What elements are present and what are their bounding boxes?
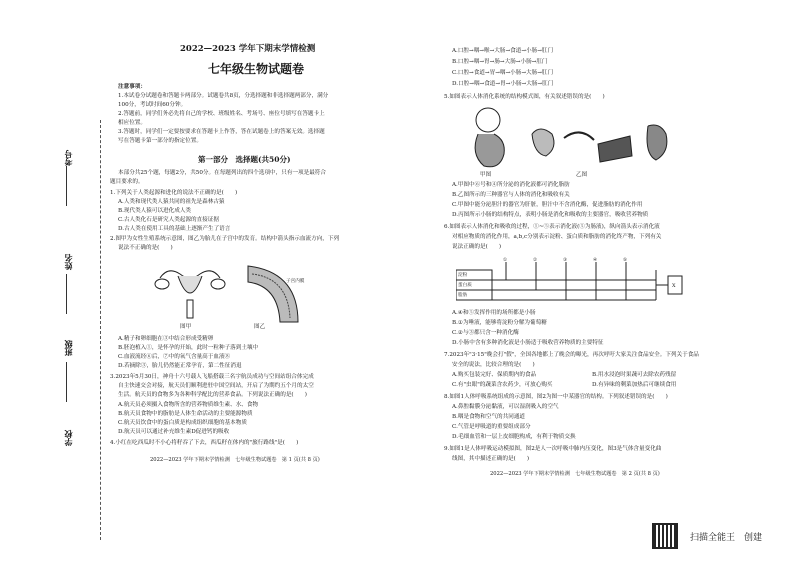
q6-col-label: ⑤ bbox=[623, 258, 628, 263]
q3-stem: 自主快速交会对接，航天员们顺利进驻中国空间站，开启了为期约五个月的太空 bbox=[118, 383, 314, 389]
q3-stem: 生活。航天员的食物多为各种科学配比的营养食品。下列说法正确的是( ) bbox=[118, 392, 307, 398]
exam-no-line bbox=[66, 166, 67, 206]
q2-option: C.血液流经⑥后，⑦中的氧气含量高于血液⑧ bbox=[118, 354, 231, 360]
q9-stem: 线图，其中描述正确的是( ) bbox=[452, 456, 530, 462]
exam-title: 2022—2023 学年下期末学情检测 bbox=[180, 44, 316, 54]
q6-col-label: ③ bbox=[563, 258, 568, 263]
notice-line: 写在答题卡第一部分的指定位置。 bbox=[118, 138, 202, 144]
exam-no-label: 考号 bbox=[63, 150, 73, 166]
q6-option: D.小肠中含有多种消化液是小肠适于吸收营养物质的主要特征 bbox=[452, 340, 604, 346]
q4-option: B.口腔→咽→胃→肠→大肠→小肠→肛门 bbox=[452, 59, 548, 65]
q1-option: C.古人类化石是研究人类起源的直接证据 bbox=[118, 217, 219, 223]
q3-option: D.航天员可以通过补充维生素D促进钙的吸收 bbox=[118, 429, 230, 435]
q6-option: A.④和⑤发挥作用的场所都是小肠 bbox=[452, 310, 536, 316]
watermark: 扫描全能王 创建 bbox=[690, 533, 763, 543]
q6-col-label: ④ bbox=[593, 258, 598, 263]
q3-option: B.航天员食物中的脂肪是人体生命活动的主要能源物质 bbox=[118, 411, 253, 417]
q6-option: B.①为唾液，能够将淀粉分解为葡萄糖 bbox=[452, 320, 547, 326]
qr-code-icon bbox=[652, 523, 678, 549]
q5-option: D.丙图所示小肠的结构特点，表明小肠是消化和吸收的主要器官，吸收营养物质 bbox=[452, 212, 649, 218]
q2-stem: 2.图甲为女性生殖系统示意图，图乙为胎儿在子宫中的发育。结构中箭头指示血流方向，下列 bbox=[110, 236, 340, 242]
q8-option: A.鼻腔黏膜分泌黏液，可以湿润吸入的空气 bbox=[452, 404, 559, 410]
q2-option: B.胚泡植入①，是怀孕的开始，此时一粒种子落到土壤中 bbox=[118, 345, 259, 351]
name-label: 姓名 bbox=[63, 254, 73, 270]
q5-option: C.甲图中能分泌胆汁的器官为肝脏，胆汁中不含消化酶，促进脂肪的消化作用 bbox=[452, 202, 643, 208]
notice-heading: 注意事项： bbox=[118, 84, 146, 90]
q6-col-label: ① bbox=[503, 258, 508, 263]
q6-option: C.②与③都只含一种消化酶 bbox=[452, 330, 519, 336]
q1-stem: 1.下列关于人类起源和进化的说法不正确的是( ) bbox=[110, 190, 238, 196]
class-line bbox=[66, 362, 67, 402]
q7-option: B.用水浸泡时果蔬可去除农药残留 bbox=[592, 372, 677, 378]
q6-stem: 6.如图表示人体消化和吸收的过程，①~⑤表示消化液(⑤为肠液)，纵向箭头表示消化液 bbox=[444, 224, 660, 230]
q1-option: A.人类和现代类人猿共同的祖先是森林古猿 bbox=[118, 199, 225, 205]
right-page bbox=[420, 0, 794, 561]
figure-label-endometrium: 子宫内膜 bbox=[286, 279, 305, 284]
name-line bbox=[66, 274, 67, 314]
q3-option: C.航天员饮食中的蛋白质是构成组织细胞的基本物质 bbox=[118, 420, 247, 426]
q6-col-label: ② bbox=[533, 258, 538, 263]
female-reproductive-figure bbox=[150, 260, 230, 330]
q1-option: D.古人类在使用工具的基础上逐渐产生了语言 bbox=[118, 226, 231, 232]
q8-option: D.毛细血管和一层上皮细胞构成，有利于物质交换 bbox=[452, 434, 576, 440]
q5-option: A.甲图中⑥号和④所分泌的消化液都可消化脂肪 bbox=[452, 182, 570, 188]
q7-stem: 安全的说法，比较合理的是( ) bbox=[452, 362, 535, 368]
q8-stem: 8.如图1人体呼吸系统组成的示意图，图2为图一中某器官的结构。下列叙述错误的是( ) bbox=[444, 394, 668, 400]
q7-stem: 7.2023年"3·15"晚会打"假"，全国各地都上了晚会的曝光，再次呼吁大家关注食品安全。下列关于食品 bbox=[444, 352, 699, 358]
digestion-flow-figure bbox=[456, 256, 696, 306]
notice-line: 100分，考试时间60分钟。 bbox=[118, 102, 187, 108]
q7-option: A.购买包装完好、保质期内的食品 bbox=[452, 372, 537, 378]
q9-stem: 9.如图1是人体呼吸运动模拟图，图2是人一次呼吸中肺内压变化，图3是气体含量变化曲 bbox=[444, 446, 662, 452]
page-footer: 2022—2023 学年下期末学情检测 七年级生物试题卷 第 2 页(共 8 页) bbox=[490, 471, 660, 477]
figure-b-caption: 图乙 bbox=[254, 324, 266, 330]
q6-end-label: X bbox=[672, 283, 676, 289]
q8-option: B.咽是食物和空气的共同通道 bbox=[452, 414, 526, 420]
q5-option: B.乙图所示的三种器官与人体的消化和吸收有关 bbox=[452, 192, 570, 198]
school-label: 学校 bbox=[63, 430, 73, 446]
q2-stem: 说法不正确的是( ) bbox=[118, 245, 173, 251]
part1-heading: 第一部分 选择题(共50分) bbox=[198, 155, 291, 164]
q6-stem: 对相应物质的消化作用，a,b,c分别表示淀粉、蛋白质和脂肪的消化终产物，下列有关 bbox=[452, 234, 662, 240]
part1-intro: 题目要求的。 bbox=[110, 179, 144, 185]
q6-row-label: 淀粉 bbox=[458, 273, 468, 278]
figure-a-caption: 图甲 bbox=[180, 324, 192, 330]
q5-fig-label: 甲图 bbox=[480, 172, 492, 178]
q4-option: C.口腔→食道→胃→咽→小肠→大肠→肛门 bbox=[452, 70, 554, 76]
q4-option: A.口腔→咽→喉→大肠→食道→小肠→肛门 bbox=[452, 48, 554, 54]
q3-stem: 3.2023年5月30日，神舟十六号载人飞船搭载三名宇航员成功与空间站组合体完成 bbox=[110, 374, 314, 380]
q6-stem: 说法正确的是( ) bbox=[452, 244, 502, 250]
class-label: 班级 bbox=[63, 340, 73, 356]
q6-row-label: 脂肪 bbox=[458, 293, 468, 298]
notice-line: 2.答题前，同学们务必先将自己的学校、班级姓名、考场号、座位号填写在答题卡上 bbox=[118, 111, 325, 117]
q7-option: D.有异味的剩菜加热后可继续食用 bbox=[592, 382, 677, 388]
q7-option: C.有"虫眼"的蔬菜含农药少，可放心购买 bbox=[452, 382, 553, 388]
notice-line: 1.本试卷分试题卷和答题卡两部分。试题卷共8页，分选择题和非选择题两部分，满分 bbox=[118, 93, 329, 99]
fold-line bbox=[100, 120, 101, 540]
digestive-system-figure bbox=[460, 104, 690, 174]
q4-stem: 4.小红在吃西瓜时不小心将籽吞了下去，西瓜籽在体内的"旅行路线"是( ) bbox=[110, 440, 299, 446]
q1-option: B.现代类人猿可以进化成人类 bbox=[118, 208, 192, 214]
q3-option: A.航天员必须摄入食物所含的营养物质维生素、水、食物 bbox=[118, 402, 259, 408]
paper-title: 七年级生物试题卷 bbox=[208, 62, 305, 76]
placenta-figure bbox=[238, 262, 308, 328]
q8-option: C.气管是呼吸道的重要组成部分 bbox=[452, 424, 531, 430]
q4-option: D.口腔→咽→食道→胃→小肠→大肠→肛门 bbox=[452, 81, 554, 87]
q5-stem: 5.如图表示人体消化系统的结构模式图，有关叙述错误的是( ) bbox=[444, 94, 605, 100]
page-footer: 2022—2023 学年下期末学情检测 七年级生物试题卷 第 1 页(共 8 页) bbox=[150, 457, 320, 463]
q5-fig-label: 乙图 bbox=[576, 172, 588, 178]
part1-intro: 本部分共25个题，每题2分，共50分。在每题列出的四个选项中，只有一项是最符合 bbox=[118, 170, 326, 176]
q2-option: D.若摘除③，胎儿仍然能正常孕育，第二性征消退 bbox=[118, 363, 242, 369]
q2-option: A.精子和卵细胞在③中结合形成受精卵 bbox=[118, 336, 214, 342]
notice-line: 3.答题时，同学们一定要按要求在答题卡上作答，答在试题卷上的答案无效。选择题 bbox=[118, 129, 325, 135]
notice-line: 相应位置。 bbox=[118, 120, 146, 126]
q6-row-label: 蛋白质 bbox=[458, 283, 472, 288]
